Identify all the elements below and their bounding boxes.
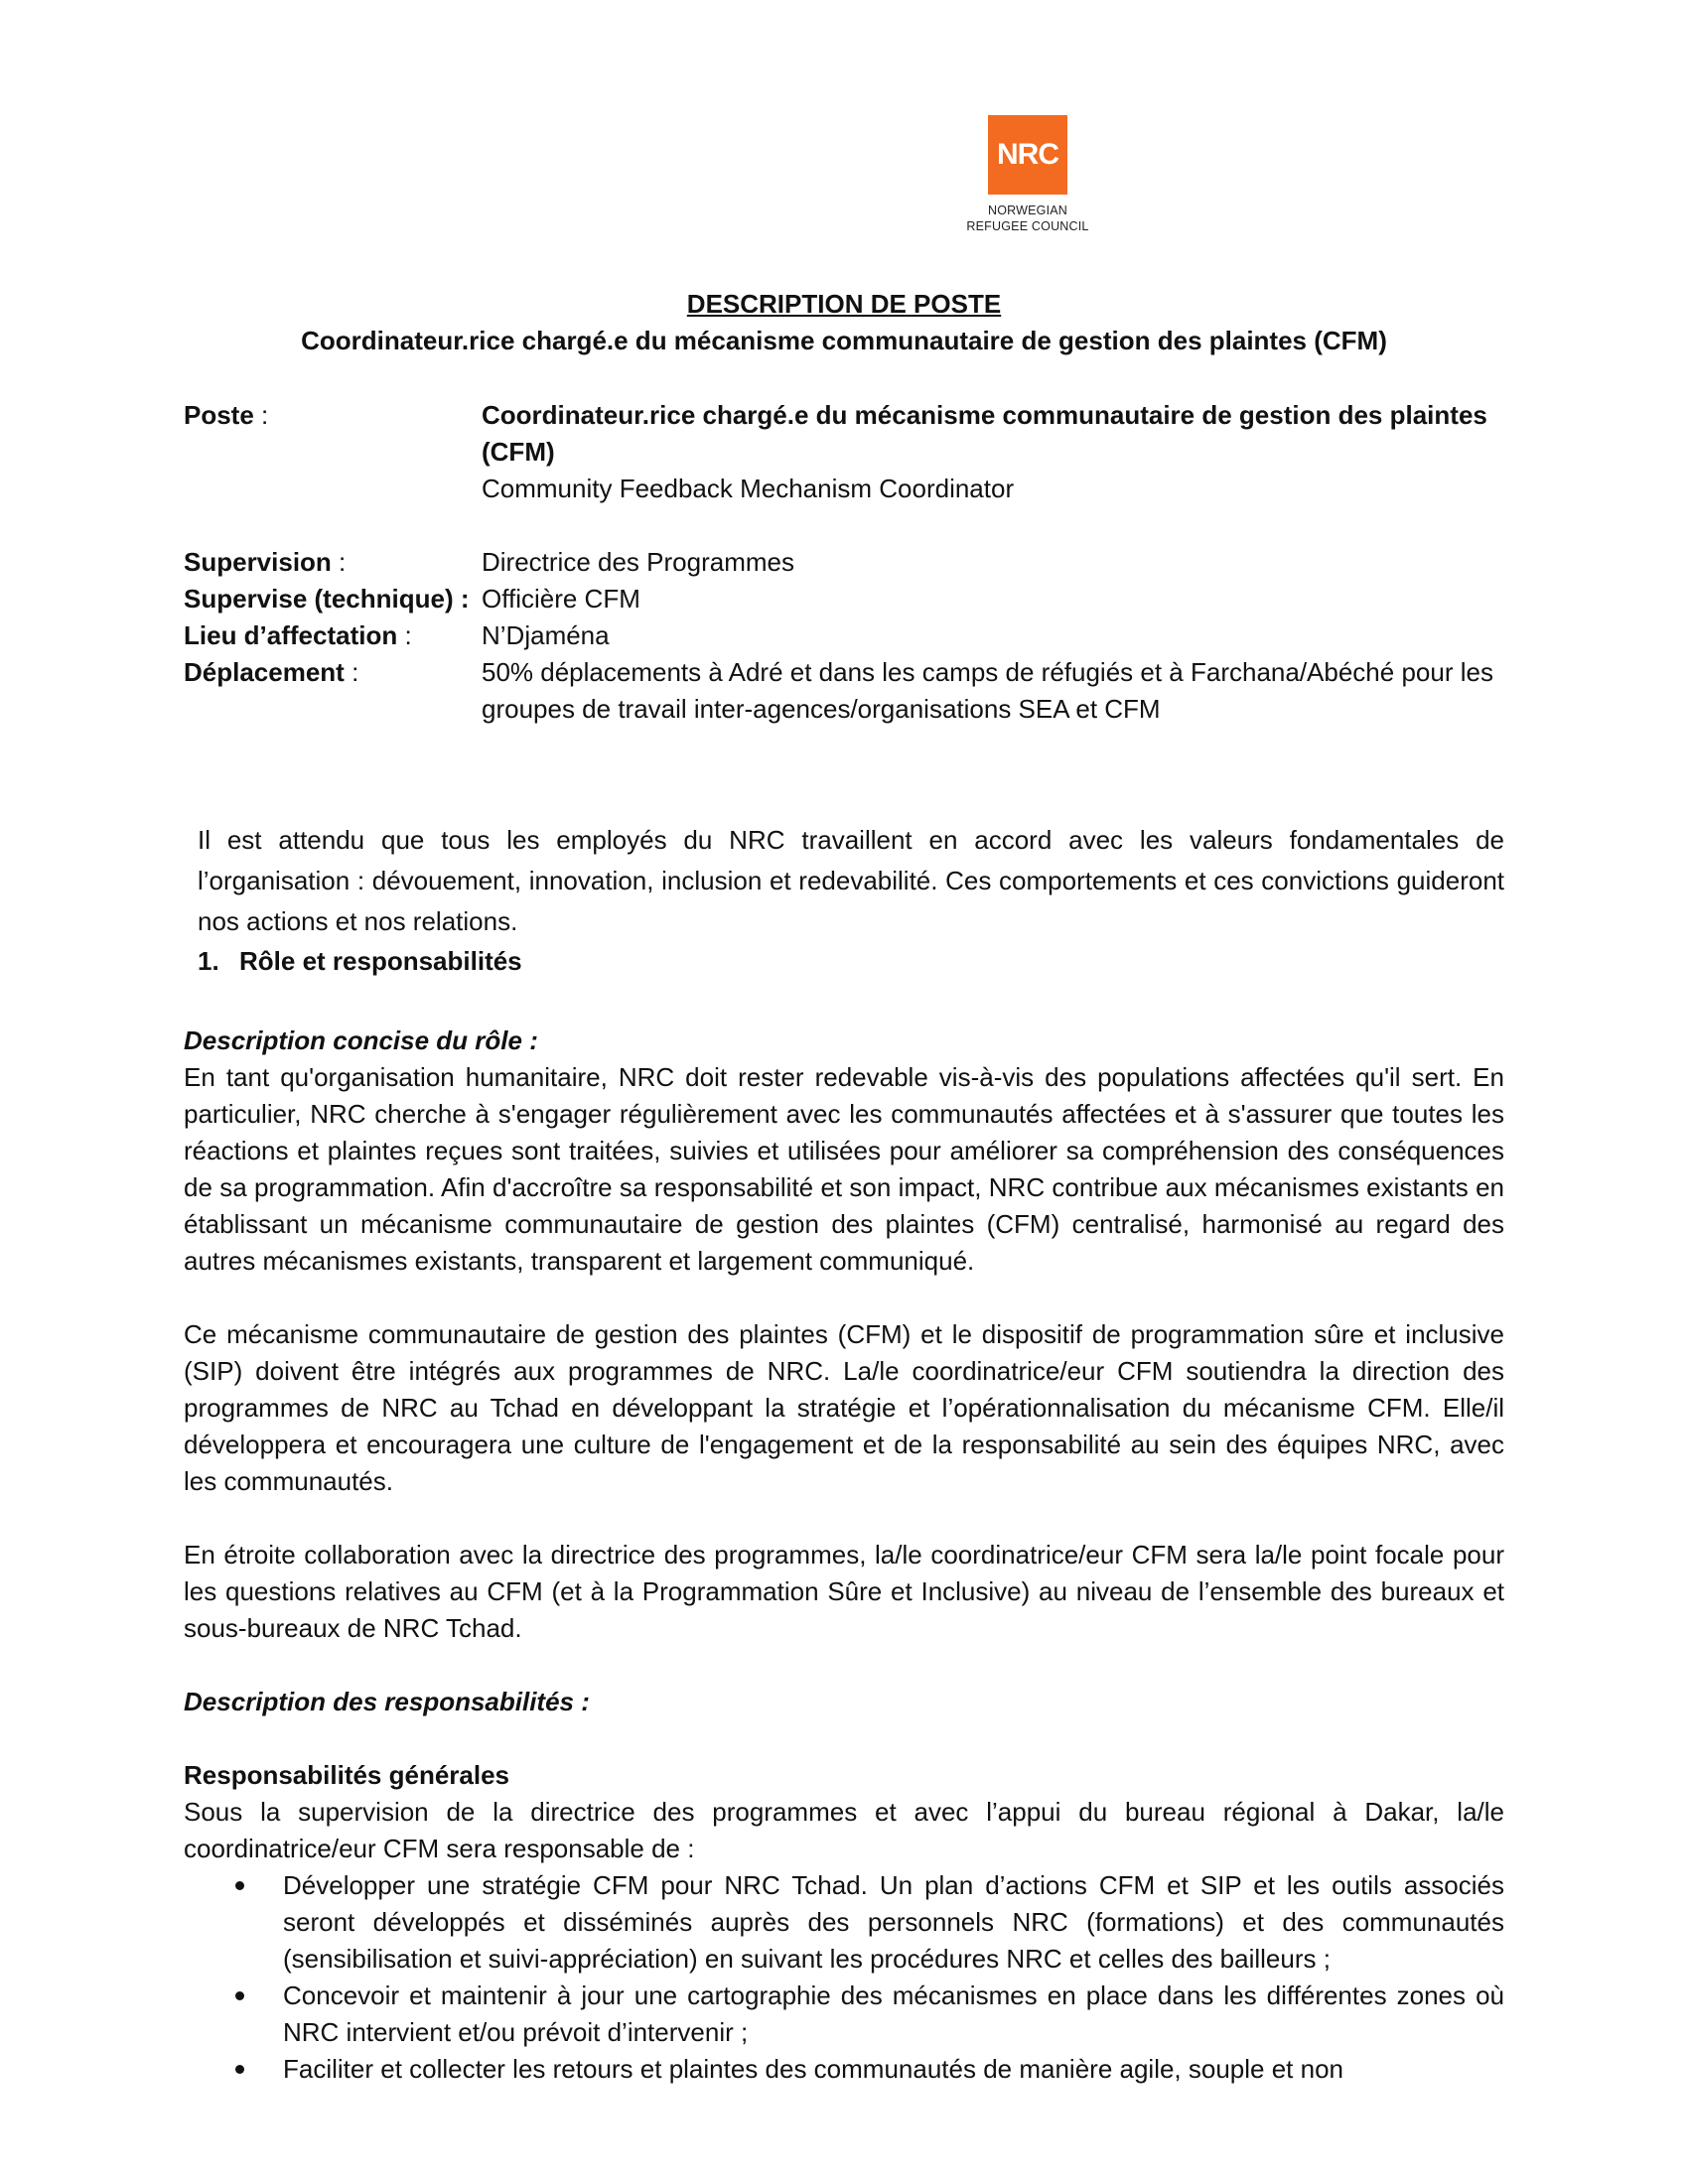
nrc-logo-mark: NRC — [988, 115, 1067, 195]
bullet-icon — [235, 1881, 244, 1890]
list-item-text: Concevoir et maintenir à jour une cartographie des mécanismes en place dans les différentes zones où NRC intervient et/ou prévoit d’intervenir ; — [283, 1980, 1504, 2047]
info-row-supervision — [184, 544, 1504, 581]
supervision-sep: : — [331, 547, 347, 577]
bullet-icon — [235, 1991, 244, 2000]
poste-sep: : — [253, 400, 269, 430]
section-1-title: Rôle et responsabilités — [239, 946, 522, 976]
role-paragraph-3: En étroite collaboration avec la directrice des programmes, la/le coordinatrice/eur CFM sera la/le point focale pour les questions relatives au CFM (et à la Programmation Sûre et Inclusive) au niveau de l’ensemble des bureaux et sous-bureaux de NRC Tchad. — [184, 1540, 1504, 1643]
lieu-label: Lieu d’affectation — [184, 620, 398, 650]
supervise-value: Officière CFM — [482, 584, 640, 614]
list-item-text: Développer une stratégie CFM pour NRC Tchad. Un plan d’actions CFM et SIP et les outils associés seront développés et disséminés auprès des personnels NRC (formations) et des communautés (sensibilisation et suivi-appréciation) en suivant les procédures NRC et celles des bailleurs ; — [283, 1870, 1504, 1974]
title-main: DESCRIPTION DE POSTE — [686, 289, 1002, 319]
list-item — [184, 1978, 1504, 2051]
nrc-logo — [953, 115, 1102, 234]
list-item — [184, 1867, 1504, 1978]
logo-line-2: REFUGEE COUNCIL — [966, 219, 1089, 233]
list-item-text: Faciliter et collecter les retours et plaintes des communautés de manière agile, souple et non — [283, 2054, 1344, 2084]
info-row-deplacement — [184, 654, 1504, 728]
role-paragraph-1: En tant qu'organisation humanitaire, NRC doit rester redevable vis-à-vis des populations affectées qu'il sert. En particulier, NRC cherche à s'engager régulièrement avec les communautés affectées et à s'assurer que toutes les réactions et plaintes reçues sont traitées, suivies et utilisées pour améliorer sa compréhension des conséquences de sa programmation. Afin d'accroître sa responsabilité et son impact, NRC contribue aux mécanismes existants en établissant un mécanisme communautaire de gestion des plaintes (CFM) centralisé, harmonisé au regard des autres mécanismes existants, transparent et largement communiqué. — [184, 1062, 1504, 1276]
section-1-heading — [198, 943, 522, 980]
lieu-value: N’Djaména — [482, 620, 610, 650]
responsibilities-list — [184, 1867, 1504, 2088]
deplacement-sep: : — [344, 657, 359, 687]
supervision-value: Directrice des Programmes — [482, 547, 794, 577]
supervision-label: Supervision — [184, 547, 332, 577]
section-1-body — [184, 1023, 1504, 2088]
list-item — [184, 2051, 1504, 2088]
info-row-supervise — [184, 581, 1504, 617]
poste-value-en: Community Feedback Mechanism Coordinator — [482, 474, 1015, 503]
general-responsibilities-intro: Sous la supervision de la directrice des programmes et avec l’appui du bureau régional à Dakar, la/le coordinatrice/eur CFM sera responsable de : — [184, 1797, 1504, 1863]
document-title — [184, 286, 1504, 359]
section-1-number: 1. — [198, 946, 219, 976]
intro-paragraph: Il est attendu que tous les employés du NRC travaillent en accord avec les valeurs fondamentales de l’organisation : dévouement, innovation, inclusion et redevabilité. Ces comportements et ces convictions guideront nos actions et nos relations. — [198, 825, 1504, 936]
poste-value: Coordinateur.rice chargé.e du mécanisme communautaire de gestion des plaintes (CFM) — [482, 400, 1487, 467]
logo-line-1: NORWEGIAN — [987, 204, 1068, 217]
info-row-lieu — [184, 617, 1504, 654]
poste-label: Poste — [184, 400, 254, 430]
supervise-label: Supervise (technique) : — [184, 584, 470, 614]
deplacement-value: 50% déplacements à Adré et dans les camps de réfugiés et à Farchana/Abéché pour les groupes de travail inter-agences/organisations SEA et CFM — [482, 657, 1493, 724]
responsibilities-heading: Description des responsabilités : — [184, 1687, 590, 1716]
role-heading: Description concise du rôle : — [184, 1025, 538, 1055]
nrc-logo-text — [953, 203, 1102, 234]
general-responsibilities-heading: Responsabilités générales — [184, 1760, 510, 1790]
job-info-table — [184, 397, 1504, 728]
deplacement-label: Déplacement — [184, 657, 345, 687]
info-row-poste — [184, 397, 1504, 507]
bullet-icon — [235, 2065, 244, 2074]
lieu-sep: : — [397, 620, 412, 650]
title-subtitle: Coordinateur.rice chargé.e du mécanisme communautaire de gestion des plaintes (CFM) — [301, 326, 1387, 355]
role-paragraph-2: Ce mécanisme communautaire de gestion des plaintes (CFM) et le dispositif de programmation sûre et inclusive (SIP) doivent être intégrés aux programmes de NRC. La/le coordinatrice/eur CFM soutiendra la direction des programmes de NRC au Tchad en développant la stratégie et l’opérationnalisation du mécanisme CFM. Elle/il développera et encouragera une culture de l'engagement et de la responsabilité au sein des équipes NRC, avec les communautés. — [184, 1319, 1504, 1496]
